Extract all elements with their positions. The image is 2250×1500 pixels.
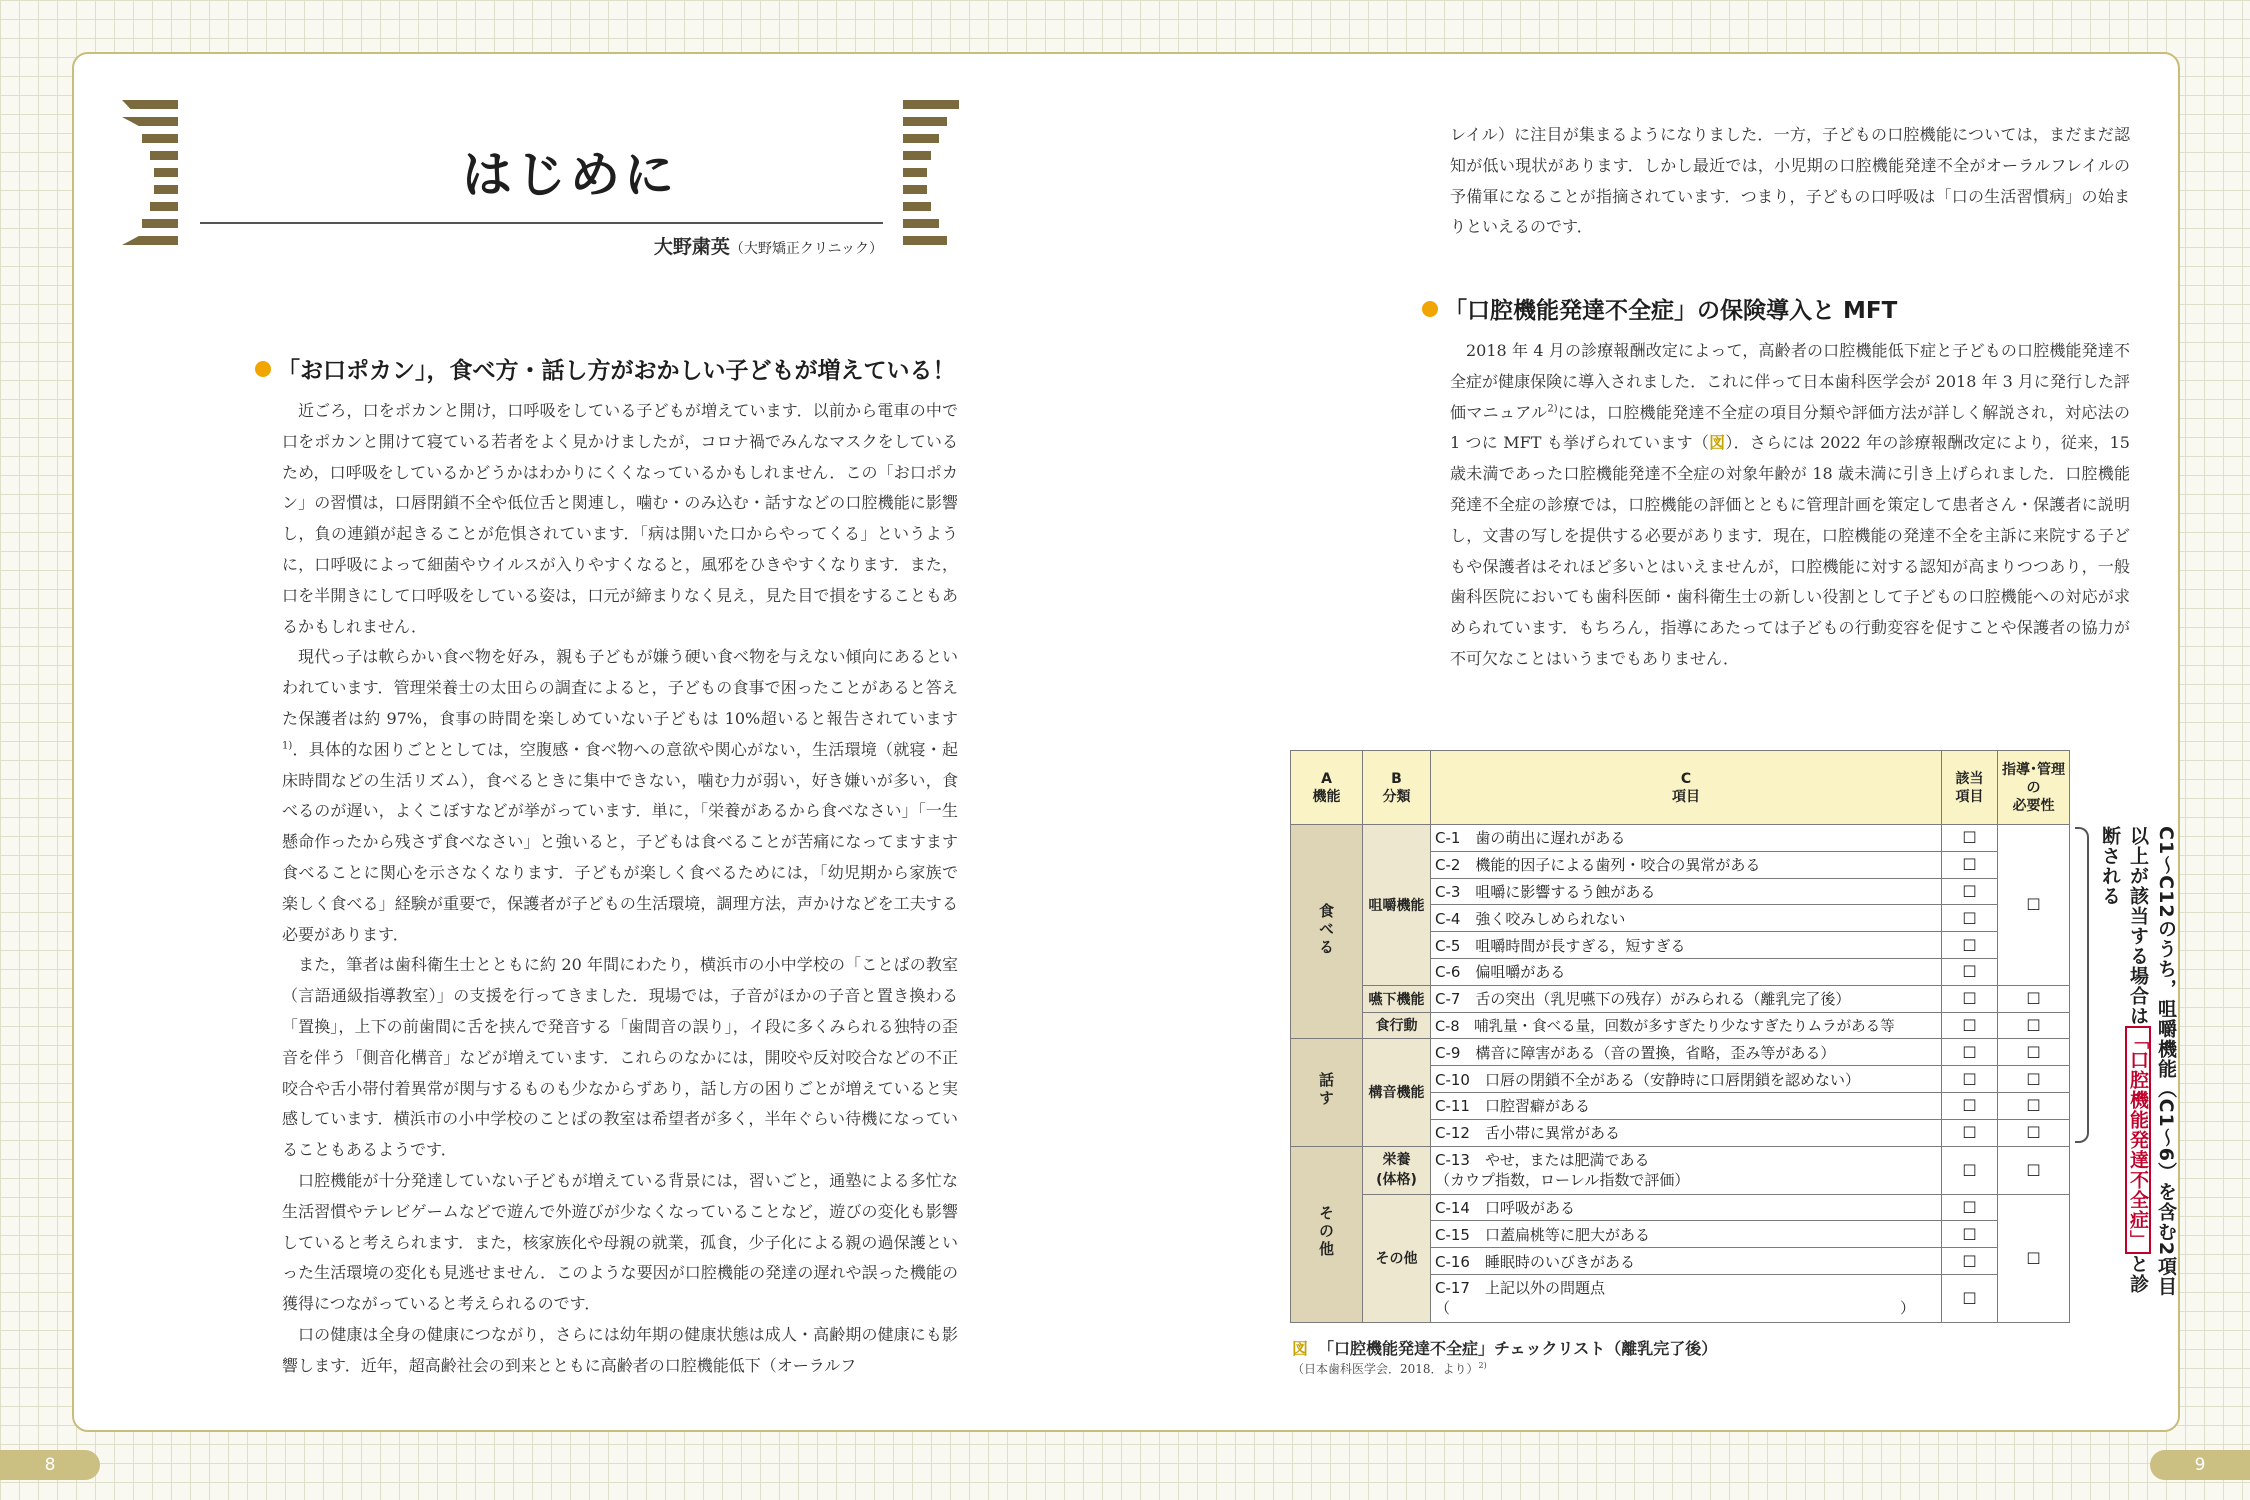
checkbox-c10[interactable]: ☐ [1942, 1066, 1998, 1093]
title-rule [200, 222, 883, 224]
diagnosis-note: C1〜C12のうち，咀嚼機能（C1〜6）を含む2項目以上が該当する場合は「口腔機能発達不全症」と診断される [2099, 826, 2177, 1297]
section-heading-1-text: 「お口ポカン」，食べ方・話し方がおかしい子どもが増えている！ [277, 358, 956, 384]
side-bracket [2075, 827, 2089, 1143]
item-c14: C-14 口呼吸がある [1431, 1194, 1942, 1221]
table-row [1291, 1146, 2070, 1194]
bullet-dot-icon [1422, 301, 1438, 317]
checkbox-need-c11[interactable]: ☐ [1998, 1092, 2070, 1119]
subcategory-swallow: 嚥下機能 [1363, 985, 1431, 1012]
page-number-right: 9 [2150, 1450, 2250, 1480]
category-eat: 食べる [1291, 825, 1363, 1039]
author-line [200, 232, 883, 259]
bullet-dot-icon [255, 361, 271, 377]
item-c10: C-10 口唇の閉鎖不全がある（安静時に口唇閉鎖を認めない） [1431, 1066, 1942, 1093]
paragraph: また，筆者は歯科衛生士とともに約 20 年間にわたり，横浜市の小中学校の「ことばの教室（言語通級指導教室）」の支援を行ってきました．現場では，子音がほかの子音と置き換わる「置換」，上下の前歯間に舌を挟んで発音する「歯間音の誤り」，イ段に多くみられる独特の歪音を伴う「側音化構音」などが増えています．これらのなかには，開咬や反対咬合などの不正咬合や舌小帯付着異常が関与するものも少なからずあり，話し方の困りごとが増えていると実感しています．横浜市の小中学校のことばの教室は希望者が多く，半年ぐらい待機になっていることもあるようです． [282, 955, 958, 1160]
checklist-table [1290, 750, 2070, 1323]
section-heading-2 [1422, 292, 1897, 325]
checkbox-c7[interactable]: ☐ [1942, 985, 1998, 1012]
figure-source: （日本歯科医学会．2018．より）$^{2)}$ [1292, 1361, 1487, 1376]
checkbox-c6[interactable]: ☐ [1942, 958, 1998, 985]
subcategory-nutrition: 栄養 (体格) [1363, 1146, 1431, 1194]
subcategory-artic: 構音機能 [1363, 1039, 1431, 1146]
paragraph: レイル）に注目が集まるようになりました．一方，子どもの口腔機能については，まだまだ認知が低い現状があります．しかし最近では，小児期の口腔機能発達不全がオーラルフレイルの予備軍になることが指摘されています．つまり，子どもの口呼吸は「口の生活習慣病」の始まりといえるのです． [1450, 125, 2130, 237]
page-title: はじめに [462, 146, 678, 204]
item-c8: C-8 哺乳量・食べる量，回数が多すぎたり少なすぎたりムラがある等 [1431, 1012, 1942, 1039]
figure-caption [1292, 1336, 1717, 1359]
checkbox-need-c9[interactable]: ☐ [1998, 1039, 2070, 1066]
right-top-text [1450, 120, 2130, 243]
checkbox-c2[interactable]: ☐ [1942, 851, 1998, 878]
checkbox-need-c13[interactable]: ☐ [1998, 1146, 2070, 1194]
section-heading-1 [255, 352, 956, 385]
reference-marker: 1) [282, 740, 293, 752]
item-c16: C-16 睡眠時のいびきがある [1431, 1248, 1942, 1275]
page-number-left: 8 [0, 1450, 100, 1480]
checkbox-c1[interactable]: ☐ [1942, 825, 1998, 852]
paragraph: 近ごろ，口をポカンと開け，口呼吸をしている子どもが増えています．以前から電車の中で口をポカンと開けて寝ている若者をよく見かけましたが，コロナ禍でみんなマスクをしているため，口呼吸をしているかどうかはわかりにくくなっているかもしれません．この「お口ポカン」の習慣は，口唇閉鎖不全や低位舌と関連し，噛む・のみ込む・話すなどの口腔機能に影響し，負の連鎖が起きることが危惧されています．「病は開いた口からやってくる」というように，口呼吸によって細菌やウイルスが入りやすくなると，風邪をひきやすくなります．また，口を半開きにして口呼吸をしている姿は，口元が締まりなく見え，見た目で損をすることもあるかもしれません． [282, 401, 958, 636]
checkbox-c8[interactable]: ☐ [1942, 1012, 1998, 1039]
header-function: A 機能 [1291, 751, 1363, 825]
figure-caption-text: 「口腔機能発達不全症」チェックリスト（離乳完了後） [1318, 1339, 1718, 1358]
reference-marker: 2) [1547, 403, 1558, 415]
section-heading-2-text: 「口腔機能発達不全症」の保険導入と MFT [1444, 298, 1898, 324]
checkbox-c5[interactable]: ☐ [1942, 932, 1998, 959]
subcategory-eating: 食行動 [1363, 1012, 1431, 1039]
checkbox-need-c10[interactable]: ☐ [1998, 1066, 2070, 1093]
paragraph: 口の健康は全身の健康につながり，さらには幼年期の健康状態は成人・高齢期の健康にも影響します．近年，超高齢社会の到来とともに高齢者の口腔機能低下（オーラルフ [282, 1324, 958, 1375]
table-row [1291, 1039, 2070, 1066]
checkbox-c15[interactable]: ☐ [1942, 1221, 1998, 1248]
header-necessity: 指導･管理 の 必要性 [1998, 751, 2070, 825]
table-row [1291, 1012, 2070, 1039]
item-c12: C-12 舌小帯に異常がある [1431, 1119, 1942, 1146]
checkbox-need-chew[interactable]: ☐ [1998, 825, 2070, 986]
subcategory-chew: 咀嚼機能 [1363, 825, 1431, 986]
item-c2: C-2 機能的因子による歯列・咬合の異常がある [1431, 851, 1942, 878]
checkbox-need-c8[interactable]: ☐ [1998, 1012, 2070, 1039]
item-c5: C-5 咀嚼時間が長すぎる，短すぎる [1431, 932, 1942, 959]
right-body-text [1450, 336, 2130, 675]
figure-link[interactable]: 図 [1709, 433, 1726, 453]
left-body-text [282, 396, 958, 1382]
item-c9: C-9 構音に障害がある（音の置換，省略，歪み等がある） [1431, 1039, 1942, 1066]
item-c1: C-1 歯の萌出に遅れがある [1431, 825, 1942, 852]
checkbox-need-other[interactable]: ☐ [1998, 1194, 2070, 1322]
table-row [1291, 825, 2070, 852]
category-talk: 話す [1291, 1039, 1363, 1146]
paragraph: 現代っ子は軟らかい食べ物を好み，親も子どもが嫌う硬い食べ物を与えない傾向にあるといわれています．管理栄養士の太田らの調査によると，子どもの食事で困ったことがあると答えた保護者は約 97%，食事の時間を楽しめていない子どもは 10%超いると報告されています$^{1)}$．具体的な困りごととしては，空腹感・食べ物への意欲や関心がない，生活環境（就寝・起床時間などの生活リズム），食べるときに集中できない，噛む力が弱い，好き嫌いが多い，食べるのが遅い，よくこぼすなどが挙がっています．単に，「栄養があるから食べなさい」「一生懸命作ったから残さず食べなさい」と強いると，子どもは食べることが苦痛になってますます食べることに関心を示さなくなります．子どもが楽しく食べるためには，「幼児期から家族で楽しく食べる」経験が重要で，保護者が子どもの生活環境，調理方法，声かけなどを工夫する必要があります． [282, 647, 958, 944]
checkbox-c13[interactable]: ☐ [1942, 1146, 1998, 1194]
item-c13: C-13 やせ，または肥満である （カウプ指数，ローレル指数で評価） [1431, 1146, 1942, 1194]
checkbox-need-c7[interactable]: ☐ [1998, 985, 2070, 1012]
checkbox-c12[interactable]: ☐ [1942, 1119, 1998, 1146]
item-c6: C-6 偏咀嚼がある [1431, 958, 1942, 985]
figure-label: 図 [1292, 1339, 1309, 1358]
paragraph: 2018 年 4 月の診療報酬改定によって，高齢者の口腔機能低下症と子どもの口腔機能発達不全症が健康保険に導入されました．これに伴って日本歯科医学会が 2018 年 3 月に発行した評価マニュアル$^{2)}$には，口腔機能発達不全症の項目分類や評価方法が詳しく解説され，対応法の 1 つに MFT も挙げられています（図）．さらには 2022 年の診療報酬改定により，従来，15 歳未満であった口腔機能発達不全症の対象年齢が 18 歳未満に引き上げられました．口腔機能発達不全症の診療では，口腔機能の評価とともに管理計画を策定して患者さん・保護者に説明し，文書の写しを提供する必要があります．現在，口腔機能の発達不全を主訴に来院する子どもや保護者はそれほど多いとはいえませんが，口腔機能に対する認知が高まりつつあり，一般歯科医院においても歯科医師・歯科衛生士の新しい役割として子どもの口腔機能への対応が求められています．もちろん，指導にあたっては子どもの行動変容を促すことや保護者の協力が不可欠なことはいうまでもありません． [1450, 341, 2130, 668]
item-c15: C-15 口蓋扁桃等に肥大がある [1431, 1221, 1942, 1248]
item-c11: C-11 口腔習癖がある [1431, 1092, 1942, 1119]
item-c17: C-17 上記以外の問題点 （ ） [1431, 1274, 1942, 1322]
checkbox-c16[interactable]: ☐ [1942, 1248, 1998, 1275]
checkbox-c4[interactable]: ☐ [1942, 905, 1998, 932]
item-c3: C-3 咀嚼に影響するう蝕がある [1431, 878, 1942, 905]
author-affiliation: （大野矯正クリニック） [729, 241, 883, 257]
paragraph: 口腔機能が十分発達していない子どもが増えている背景には，習いごと，通塾による多忙な生活習慣やテレビゲームなどで遊んで外遊びが少なくなっていることなど，遊びの変化も影響していると考えられます．また，核家族化や母親の就業，孤食，少子化による親の過保護といった生活環境の変化も見逃せません．このような要因が口腔機能の発達の遅れや誤った機能の獲得につながっていると考えられるのです． [282, 1170, 958, 1314]
header-item: C 項目 [1431, 751, 1942, 825]
header-category: B 分類 [1363, 751, 1431, 825]
category-other: その他 [1291, 1146, 1363, 1322]
checkbox-need-c12[interactable]: ☐ [1998, 1119, 2070, 1146]
subcategory-other: その他 [1363, 1194, 1431, 1322]
checkbox-c11[interactable]: ☐ [1942, 1092, 1998, 1119]
header-applicable: 該当 項目 [1942, 751, 1998, 825]
checkbox-c17[interactable]: ☐ [1942, 1274, 1998, 1322]
checkbox-c9[interactable]: ☐ [1942, 1039, 1998, 1066]
item-c4: C-4 強く咬みしめられない [1431, 905, 1942, 932]
table-row [1291, 985, 2070, 1012]
table-row [1291, 1194, 2070, 1221]
item-c7: C-7 舌の突出（乳児嚥下の残存）がみられる（離乳完了後） [1431, 985, 1942, 1012]
diagnosis-highlight: 「口腔機能発達不全症」 [2125, 1026, 2151, 1254]
checkbox-c3[interactable]: ☐ [1942, 878, 1998, 905]
author-name: 大野粛英 [653, 236, 730, 258]
checkbox-c14[interactable]: ☐ [1942, 1194, 1998, 1221]
title-bracket-left [122, 100, 178, 252]
